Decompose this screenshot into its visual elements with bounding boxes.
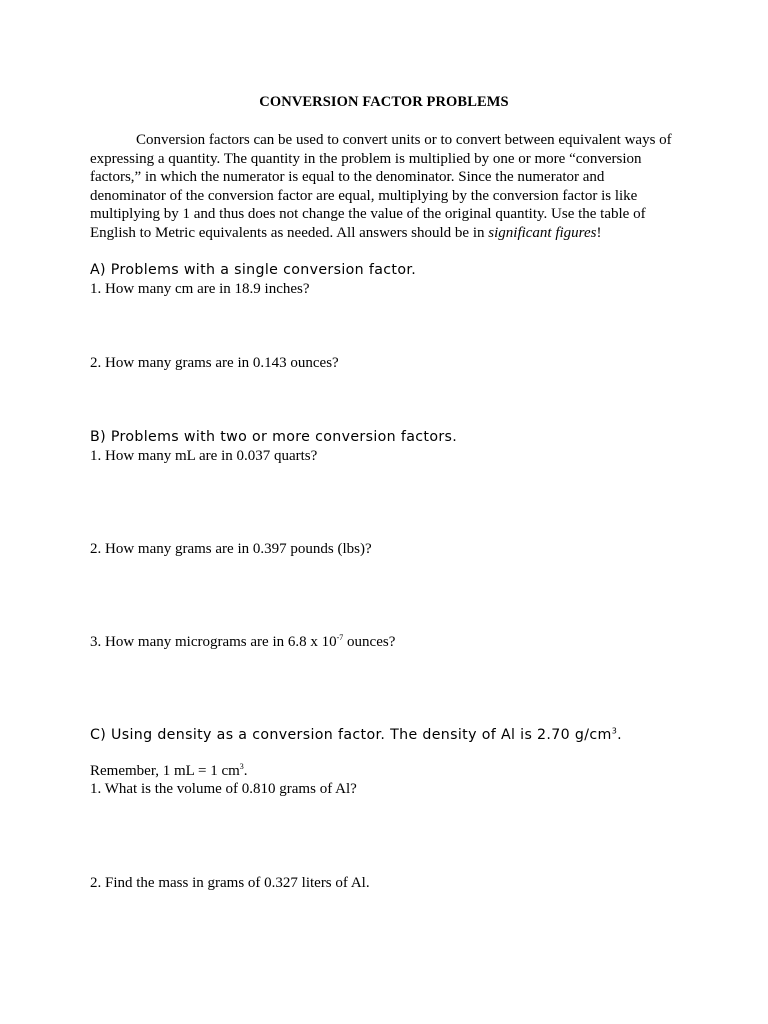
section-c-reminder (90, 763, 248, 780)
section-a-question-2: 2. How many grams are in 0.143 ounces? (90, 355, 339, 371)
section-c-question-1: 1. What is the volume of 0.810 grams of Al? (90, 781, 357, 797)
section-b-question-1: 1. How many mL are in 0.037 quarts? (90, 448, 318, 464)
intro-line-6-text: English to Metric equivalents as needed. All answers should be in (90, 224, 489, 241)
section-c-heading-text: C) Using density as a conversion factor. The density of Al is 2.70 g/cm (90, 727, 612, 743)
intro-line-5: multiplying by 1 and thus does not change the value of the original quantity. Use the table of (90, 206, 646, 222)
section-a-question-1: 1. How many cm are in 18.9 inches? (90, 281, 310, 297)
section-b-heading: B) Problems with two or more conversion factors. (90, 429, 458, 445)
section-b-question-3-end: ounces? (343, 634, 396, 650)
section-c-reminder-end: . (243, 763, 248, 779)
section-b-question-3-text: 3. How many micrograms are in 6.8 x 10 (90, 634, 337, 650)
exponent: -7 (336, 633, 344, 642)
exponent: 3 (611, 726, 618, 736)
section-a-heading: A) Problems with a single conversion factor. (90, 262, 417, 278)
intro-line-3: factors,” in which the numerator is equal to the denominator. Since the numerator and (90, 169, 605, 185)
section-c-heading (90, 727, 690, 744)
section-b-question-3 (90, 634, 395, 651)
intro-line-6 (90, 224, 688, 243)
section-c-reminder-text: Remember, 1 mL = 1 cm (90, 763, 240, 779)
significant-figures-emphasis: significant figures (488, 224, 597, 241)
intro-line-6-end: ! (596, 224, 602, 241)
section-c-heading-end: . (617, 727, 623, 743)
section-c-question-2: 2. Find the mass in grams of 0.327 liters of Al. (90, 875, 370, 891)
exponent: 3 (239, 762, 244, 771)
intro-paragraph (90, 131, 688, 242)
page-title: CONVERSION FACTOR PROBLEMS (259, 94, 509, 110)
section-b-question-2: 2. How many grams are in 0.397 pounds (lbs)? (90, 541, 372, 557)
intro-line-2: expressing a quantity. The quantity in the problem is multiplied by one or more “conversion (90, 150, 642, 167)
intro-line-1: Conversion factors can be used to convert units or to convert between equivalent ways of (136, 132, 672, 148)
intro-line-4: denominator of the conversion factor are equal, multiplying by the conversion factor is like (90, 187, 638, 204)
